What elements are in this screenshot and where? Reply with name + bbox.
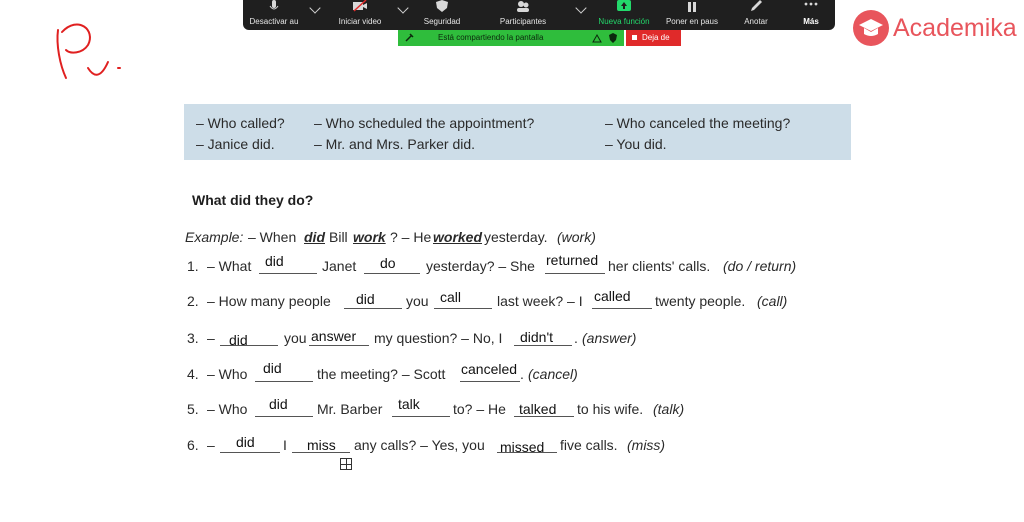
annotate-label: Anotar — [744, 17, 768, 26]
exercise-hint: (do / return) — [723, 258, 797, 274]
exercise-number: 6. — [187, 437, 199, 453]
exercise-text: – How many people — [207, 293, 331, 309]
exercise-hint: (cancel) — [528, 366, 578, 382]
exercise-text: my question? – No, I — [374, 330, 503, 346]
sharing-status-bar — [398, 30, 624, 46]
stop-share-button[interactable] — [626, 30, 681, 46]
example-hint: (work) — [557, 229, 596, 245]
handwritten-scribble — [48, 10, 128, 90]
exercise-text: yesterday? – She — [426, 258, 535, 274]
handwritten-answer: returned — [546, 252, 599, 268]
move-cursor-icon — [340, 458, 352, 470]
exercise-text: I — [283, 437, 287, 453]
example-emphasis: did — [304, 229, 325, 245]
sharing-status-text: Está compartiendo la pantalla — [438, 33, 544, 42]
exercise-hint: (miss) — [627, 437, 666, 453]
handwritten-answer: talk — [398, 396, 420, 412]
answer-box-text: – Who scheduled the appointment? — [314, 115, 535, 131]
handwritten-answer: called — [594, 288, 631, 304]
handwritten-answer: didn't — [520, 329, 554, 345]
exercise-text: twenty people. — [655, 293, 746, 309]
handwritten-answer: missed — [500, 439, 545, 455]
example-label: Example: — [185, 229, 244, 245]
example-text: – When — [248, 229, 297, 245]
example-emphasis: worked — [433, 229, 483, 245]
exercise-text: – Who — [207, 401, 248, 417]
exercise-text: – — [207, 437, 215, 453]
exercise-text: . — [574, 330, 578, 346]
example-text: ? – He — [390, 229, 432, 245]
exercise-text: – — [207, 330, 215, 346]
handwritten-answer: answer — [311, 328, 357, 344]
exercise-text: you — [406, 293, 429, 309]
more-button[interactable] — [791, 0, 831, 30]
pause-share-label: Poner en paus — [665, 17, 719, 26]
exercise-text: you — [284, 330, 307, 346]
exercise-hint: (answer) — [582, 330, 637, 346]
exercise-text: Janet — [322, 258, 357, 274]
stop-share-label: Deja de — [642, 33, 670, 42]
zoom-meeting-toolbar — [243, 0, 835, 30]
exercise-text: to? – He — [453, 401, 506, 417]
exercise-number: 3. — [187, 330, 199, 346]
mute-button[interactable] — [243, 0, 305, 30]
mute-label: Desactivar au — [249, 17, 299, 26]
pause-icon — [684, 0, 700, 12]
security-label: Seguridad — [423, 17, 461, 26]
exercise-number: 5. — [187, 401, 199, 417]
handwritten-answer: did — [229, 332, 248, 348]
more-label: Más — [803, 17, 819, 26]
section-title: What did they do? — [192, 192, 314, 208]
microphone-icon — [266, 0, 282, 12]
exercise-text: last week? – I — [497, 293, 583, 309]
annotate-button[interactable] — [733, 0, 779, 30]
exercise-hint: (call) — [757, 293, 788, 309]
participants-button[interactable] — [488, 0, 558, 30]
exercise-text: Mr. Barber — [317, 401, 383, 417]
pencil-icon — [748, 0, 764, 12]
pin-icon[interactable] — [404, 33, 414, 43]
exercise-text: . — [520, 366, 524, 382]
handwritten-answer: miss — [307, 437, 336, 453]
academika-logo — [853, 10, 1024, 46]
new-share-button[interactable] — [593, 0, 655, 30]
answer-box-text: – Who called? — [196, 115, 285, 131]
answer-box-text: – Janice did. — [196, 136, 275, 152]
share-screen-icon — [616, 0, 632, 12]
handwritten-answer: did — [236, 434, 255, 450]
start-video-label: Iniciar video — [338, 17, 382, 26]
more-icon — [803, 0, 819, 12]
shield-icon — [434, 0, 450, 12]
answer-box-text: – Mr. and Mrs. Parker did. — [314, 136, 476, 152]
mute-options-chevron-icon[interactable] — [309, 2, 320, 13]
example-answer-box — [184, 104, 851, 160]
example-text: Bill — [329, 229, 348, 245]
exercise-text: – What — [207, 258, 252, 274]
example-text: yesterday. — [484, 229, 548, 245]
participants-options-chevron-icon[interactable] — [575, 2, 586, 13]
pause-share-button[interactable] — [661, 0, 723, 30]
handwritten-answer: do — [380, 255, 396, 271]
answer-box-text: – You did. — [605, 136, 667, 152]
handwritten-answer: did — [269, 396, 288, 412]
exercise-hint: (talk) — [653, 401, 685, 417]
stop-icon — [632, 35, 637, 40]
graduation-cap-icon — [853, 10, 889, 46]
shield-check-icon — [608, 33, 618, 43]
signal-icon — [592, 33, 602, 43]
video-off-icon — [352, 0, 368, 12]
handwritten-answer: canceled — [461, 361, 518, 377]
exercise-number: 4. — [187, 366, 199, 382]
handwritten-answer: did — [263, 360, 282, 376]
handwritten-answer: talked — [519, 401, 557, 417]
handwritten-answer: did — [356, 291, 375, 307]
exercise-text: her clients' calls. — [608, 258, 711, 274]
exercise-text: to his wife. — [577, 401, 644, 417]
new-share-label: Nueva función — [598, 17, 650, 26]
security-button[interactable] — [415, 0, 469, 30]
example-emphasis: work — [353, 229, 386, 245]
exercise-number: 1. — [187, 258, 199, 274]
participants-label: Participantes — [499, 17, 547, 26]
exercise-text: – Who — [207, 366, 248, 382]
exercise-text: five calls. — [560, 437, 618, 453]
start-video-button[interactable] — [331, 0, 389, 30]
handwritten-answer: call — [440, 289, 462, 305]
exercise-text: any calls? – Yes, you — [354, 437, 485, 453]
handwritten-answer: did — [265, 253, 284, 269]
answer-box-text: – Who canceled the meeting? — [605, 115, 791, 131]
participants-icon — [515, 0, 531, 12]
video-options-chevron-icon[interactable] — [397, 2, 408, 13]
logo-text: Academika — [893, 14, 1017, 42]
exercise-text: the meeting? – Scott — [317, 366, 446, 382]
exercise-number: 2. — [187, 293, 199, 309]
